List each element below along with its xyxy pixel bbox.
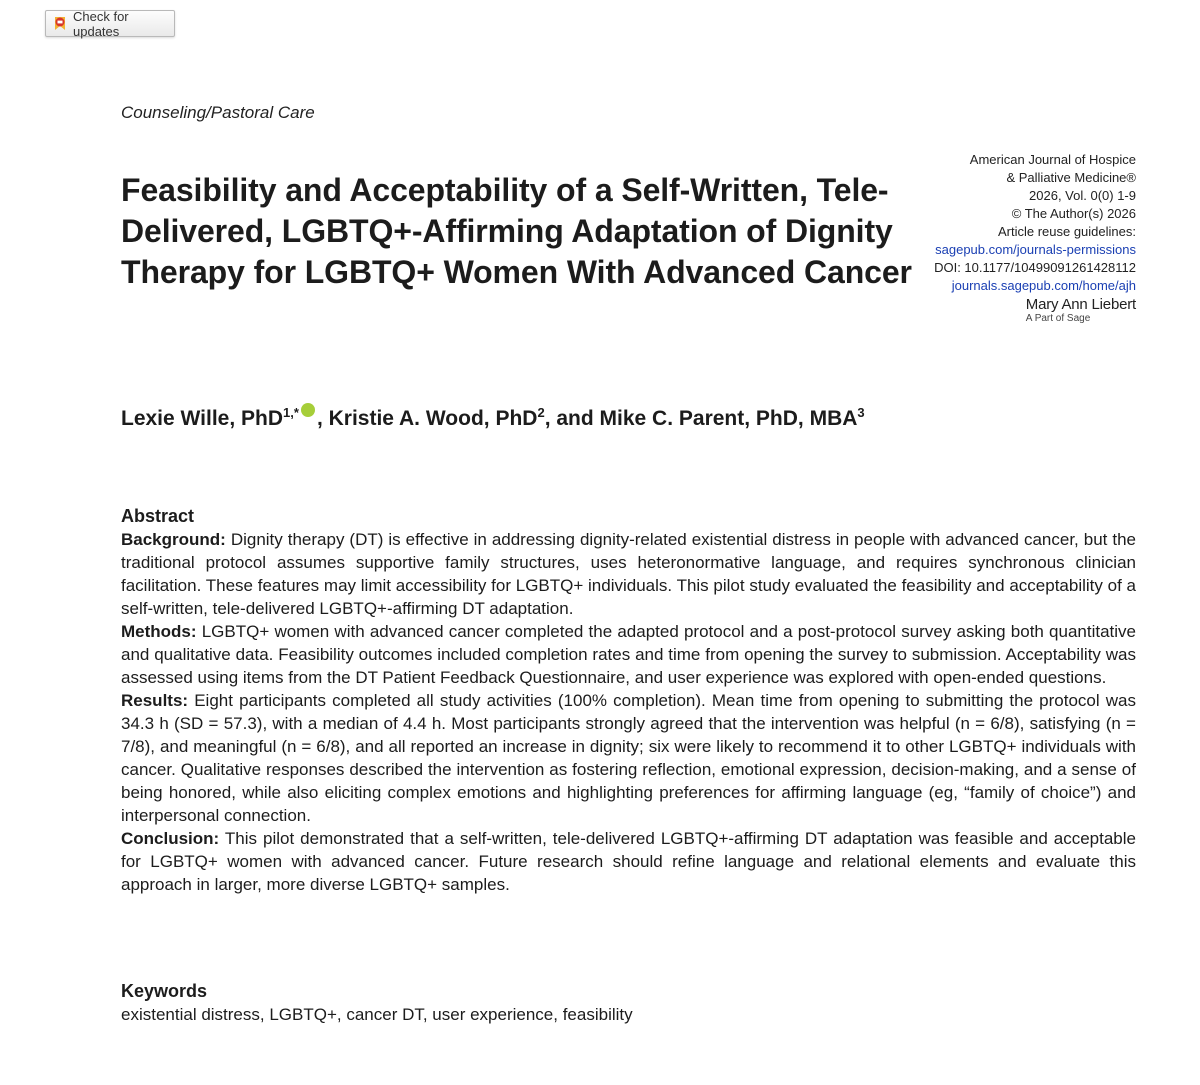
conclusion-text: This pilot demonstrated that a self-written, tele-delivered LGBTQ+-affirming DT adaptation was feasible and acceptable for LGBTQ+ women with advanced cancer. Future research should refine language and relational elements and evaluate this approach in larger, more diverse LGBTQ+ samples. bbox=[121, 829, 1136, 894]
abstract-results bbox=[121, 689, 1136, 827]
author-3: , and Mike C. Parent, PhD, MBA bbox=[544, 407, 858, 430]
abstract-methods bbox=[121, 620, 1136, 689]
journal-name-line2: & Palliative Medicine® bbox=[1006, 170, 1136, 185]
results-text: Eight participants completed all study activities (100% completion). Mean time from opening to submitting the protocol was 34.3 h (SD = 57.3), with a median of 4.4 h. Most participants strongly agreed that the intervention was helpful (n = 6/8), satisfying (n = 7/8), and meaningful (n = 6/8), and all reported an increase in dignity; six were likely to recommend it to other LGBTQ+ individuals with cancer. Qualitative responses described the intervention as fostering reflection, emotional expression, decision-making, and a sense of being honored, while also eliciting complex emotions and highlighting preferences for affirming language (eg, “family of choice”) and interpersonal connection. bbox=[121, 691, 1136, 825]
abstract-conclusion bbox=[121, 827, 1136, 896]
abstract-heading: Abstract bbox=[121, 506, 195, 526]
article-title: Feasibility and Acceptability of a Self-Written, Tele-Delivered, LGBTQ+-Affirming Adaptation of Dignity Therapy for LGBTQ+ Women With Advanced Cancer bbox=[121, 172, 912, 290]
author-3-affiliation: 3 bbox=[857, 405, 865, 420]
journal-home-link[interactable]: journals.sagepub.com/home/ajh bbox=[951, 278, 1136, 293]
orcid-icon[interactable] bbox=[301, 403, 315, 417]
check-for-updates-button[interactable] bbox=[45, 10, 175, 37]
check-for-updates-label: Check for updates bbox=[73, 8, 129, 39]
author-list bbox=[121, 403, 1121, 431]
permissions-link[interactable]: sagepub.com/journals-permissions bbox=[935, 242, 1136, 257]
journal-copyright: © The Author(s) 2026 bbox=[1011, 206, 1136, 221]
journal-volume: 2026, Vol. 0(0) 1-9 bbox=[1029, 188, 1136, 203]
journal-info bbox=[856, 151, 1136, 326]
author-1-affiliation: 1,* bbox=[283, 405, 299, 420]
keywords-text: existential distress, LGBTQ+, cancer DT, user experience, feasibility bbox=[121, 1005, 633, 1024]
background-label: Background: bbox=[121, 530, 226, 549]
reuse-guidelines-label: Article reuse guidelines: bbox=[997, 224, 1136, 239]
journal-name-line1: American Journal of Hospice bbox=[969, 152, 1136, 167]
keywords-section bbox=[121, 980, 1136, 1026]
publisher-brand: Mary Ann Liebert bbox=[1025, 296, 1136, 313]
methods-text: LGBTQ+ women with advanced cancer completed the adapted protocol and a post-protocol survey asking both quantitative and qualitative data. Feasibility outcomes included completion rates and time from opening the survey to submission. Acceptability was assessed using items from the DT Patient Feedback Questionnaire, and user experience was explored with open-ended questions. bbox=[121, 622, 1136, 687]
doi: DOI: 10.1177/10499091261428112 bbox=[934, 260, 1136, 275]
publisher-logo bbox=[1026, 295, 1136, 325]
author-2: , Kristie A. Wood, PhD bbox=[316, 407, 538, 430]
publisher-brand-sub: A Part of Sage bbox=[1025, 313, 1091, 324]
section-label: Counseling/Pastoral Care bbox=[121, 103, 315, 122]
abstract-background bbox=[121, 528, 1136, 620]
keywords-heading: Keywords bbox=[121, 981, 208, 1001]
methods-label: Methods: bbox=[121, 622, 197, 641]
background-text: Dignity therapy (DT) is effective in addressing dignity-related existential distress in people with advanced cancer, but the traditional protocol assumes supportive family structures, uses heteronormative language, and requires synchronous clinician facilitation. These features may limit accessibility for LGBTQ+ individuals. This pilot study evaluated the feasibility and acceptability of a self-written, tele-delivered LGBTQ+-affirming DT adaptation. bbox=[121, 530, 1136, 618]
author-1: Lexie Wille, PhD bbox=[121, 407, 284, 430]
results-label: Results: bbox=[121, 691, 189, 710]
crossmark-icon bbox=[53, 16, 67, 32]
abstract-section bbox=[121, 505, 1136, 896]
author-2-affiliation: 2 bbox=[537, 405, 545, 420]
conclusion-label: Conclusion: bbox=[121, 829, 220, 848]
